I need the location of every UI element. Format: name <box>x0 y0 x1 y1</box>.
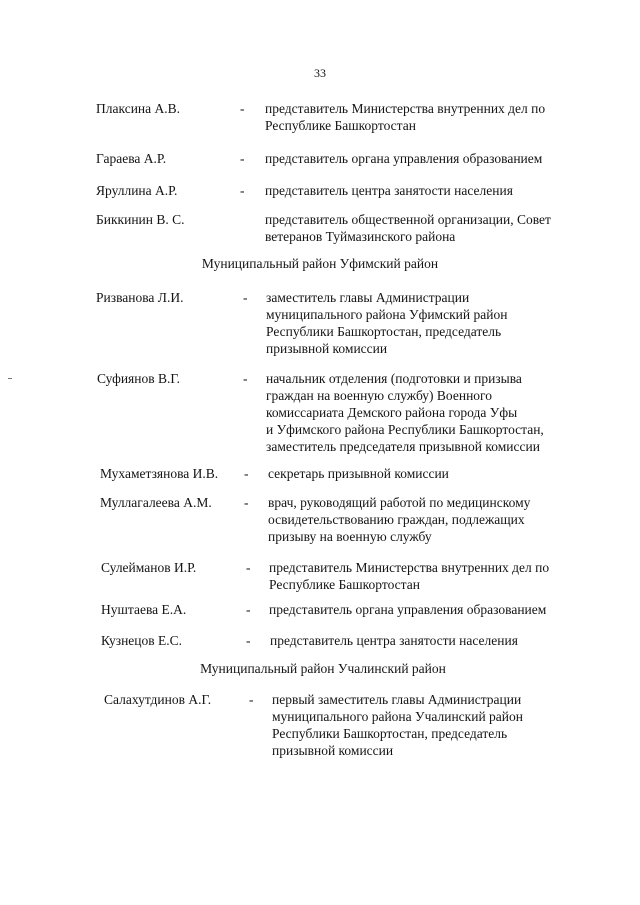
member-name: Суфиянов В.Г. <box>97 371 181 386</box>
role-line: призывной комиссии <box>266 341 388 356</box>
member-role <box>272 691 602 759</box>
role-line: муниципального района Учалинский район <box>272 709 523 724</box>
member-name: Кузнецов Е.С. <box>101 633 183 648</box>
role-line: секретарь призывной комиссии <box>268 466 449 481</box>
page-number: 33 <box>314 66 326 80</box>
member-role <box>269 601 599 618</box>
dash: - <box>244 495 249 510</box>
member-role <box>266 370 596 455</box>
member-role <box>265 100 595 134</box>
role-line: начальник отделения (подготовки и призыва <box>266 371 522 386</box>
role-line: первый заместитель главы Администрации <box>272 692 522 707</box>
role-line: Республики Башкортостан, председатель <box>272 726 508 741</box>
member-role <box>265 150 595 167</box>
member-role <box>265 211 595 245</box>
member-name: Биккинин В. С. <box>96 212 185 227</box>
member-name: Муллагалеева А.М. <box>100 495 212 510</box>
member-name: Плаксина А.В. <box>96 101 181 116</box>
role-line: освидетельствованию граждан, подлежащих <box>268 512 525 527</box>
dash: - <box>246 602 251 617</box>
role-line: Республики Башкортостан, председатель <box>266 324 502 339</box>
dash: - <box>249 692 254 707</box>
section-heading: Муниципальный район Учалинский район <box>200 661 446 676</box>
member-role <box>265 182 595 199</box>
dash: - <box>246 633 251 648</box>
role-line: и Уфимского района Республики Башкортостан, <box>266 422 544 437</box>
role-line: граждан на военную службу) Военного <box>266 388 492 403</box>
section-heading: Муниципальный район Уфимский район <box>201 256 439 271</box>
role-line: призыву на военную службу <box>268 529 432 544</box>
member-name: Ризванова Л.И. <box>96 290 184 305</box>
dash: - <box>244 466 249 481</box>
role-line: представитель общественной организации, Совет <box>265 212 551 227</box>
member-role <box>268 465 598 482</box>
role-line: Республике Башкортостан <box>269 577 420 592</box>
role-line: заместитель главы Администрации <box>266 290 470 305</box>
role-line: Республике Башкортостан <box>265 118 416 133</box>
role-line: муниципального района Уфимский район <box>266 307 508 322</box>
role-line: представитель Министерства внутренних дел по <box>265 101 546 116</box>
member-name: Сулейманов И.Р. <box>101 560 197 575</box>
dash: - <box>240 183 245 198</box>
role-line: представитель органа управления образованием <box>269 602 547 617</box>
member-role <box>269 559 599 593</box>
role-line: ветеранов Туймазинского района <box>265 229 456 244</box>
member-name: Гараева А.Р. <box>96 151 167 166</box>
role-line: представитель центра занятости населения <box>265 183 513 198</box>
dash: - <box>243 371 248 386</box>
role-line: комиссариата Демского района города Уфы <box>266 405 518 420</box>
member-name: Яруллина А.Р. <box>96 183 178 198</box>
member-role <box>270 632 600 649</box>
dash: - <box>240 151 245 166</box>
member-name: Нуштаева Е.А. <box>101 602 187 617</box>
dash: - <box>243 290 248 305</box>
scan-artifact <box>8 378 12 379</box>
role-line: врач, руководящий работой по медицинскому <box>268 495 531 510</box>
member-name: Мухаметзянова И.В. <box>100 466 219 481</box>
dash: - <box>246 560 251 575</box>
role-line: представитель органа управления образованием <box>265 151 543 166</box>
member-role <box>268 494 598 545</box>
dash: - <box>240 101 245 116</box>
role-line: призывной комиссии <box>272 743 394 758</box>
role-line: представитель Министерства внутренних дел по <box>269 560 550 575</box>
member-role <box>266 289 596 357</box>
role-line: представитель центра занятости населения <box>270 633 518 648</box>
role-line: заместитель председателя призывной комиссии <box>266 439 540 454</box>
member-name: Салахутдинов А.Г. <box>104 692 212 707</box>
